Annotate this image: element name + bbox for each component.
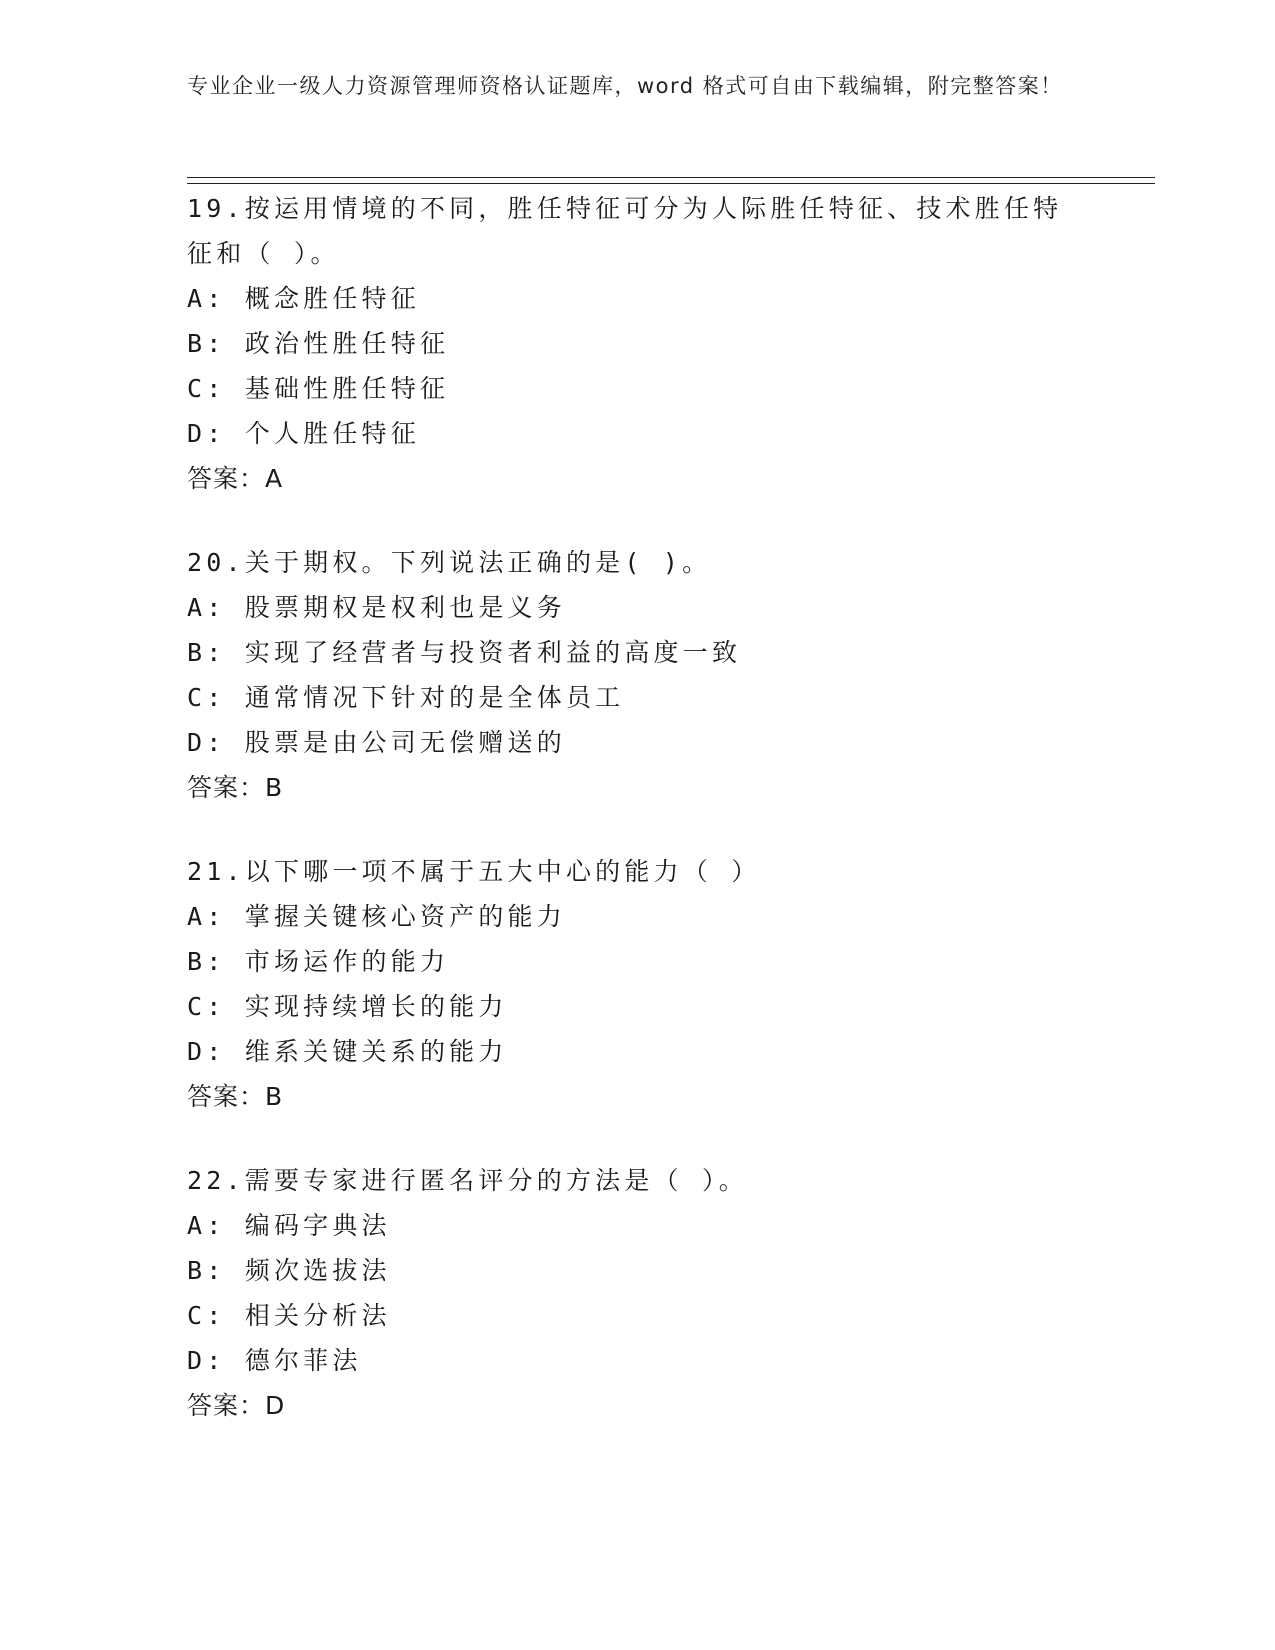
header-divider-top [187,177,1155,178]
question-22 [187,1158,1087,1428]
option-d: D: 股票是由公司无偿赠送的 [187,728,566,757]
option-a: A: 概念胜任特征 [187,284,420,313]
answer: 答案：A [187,464,284,493]
question-19 [187,186,1087,501]
option-b: B: 频次选拔法 [187,1256,391,1285]
question-20 [187,540,1087,810]
answer: 答案：B [187,773,284,802]
header-divider-bottom [187,183,1155,184]
question-list [187,186,1087,1467]
question-stem: 22.需要专家进行匿名评分的方法是（ ）。 [187,1166,748,1195]
option-a: A: 股票期权是权利也是义务 [187,593,566,622]
answer: 答案：D [187,1391,286,1420]
option-d: D: 个人胜任特征 [187,419,420,448]
question-21 [187,849,1087,1119]
option-b: B: 政治性胜任特征 [187,329,450,358]
option-c: C: 实现持续增长的能力 [187,992,508,1021]
option-d: D: 德尔菲法 [187,1346,362,1375]
option-d: D: 维系关键关系的能力 [187,1037,508,1066]
option-b: B: 市场运作的能力 [187,947,450,976]
option-c: C: 相关分析法 [187,1301,391,1330]
option-b: B: 实现了经营者与投资者利益的高度一致 [187,638,742,667]
option-a: A: 掌握关键核心资产的能力 [187,902,566,931]
answer: 答案：B [187,1082,284,1111]
option-c: C: 基础性胜任特征 [187,374,450,403]
option-a: A: 编码字典法 [187,1211,391,1240]
option-c: C: 通常情况下针对的是全体员工 [187,683,625,712]
question-stem: 21.以下哪一项不属于五大中心的能力（ ） [187,857,761,886]
question-stem: 20.关于期权。下列说法正确的是( )。 [187,548,712,577]
document-header: 专业企业一级人力资源管理师资格认证题库，word 格式可自由下载编辑，附完整答案！ [187,74,1063,98]
question-stem: 19.按运用情境的不同，胜任特征可分为人际胜任特征、技术胜任特征和（ ）。 [187,194,1063,268]
